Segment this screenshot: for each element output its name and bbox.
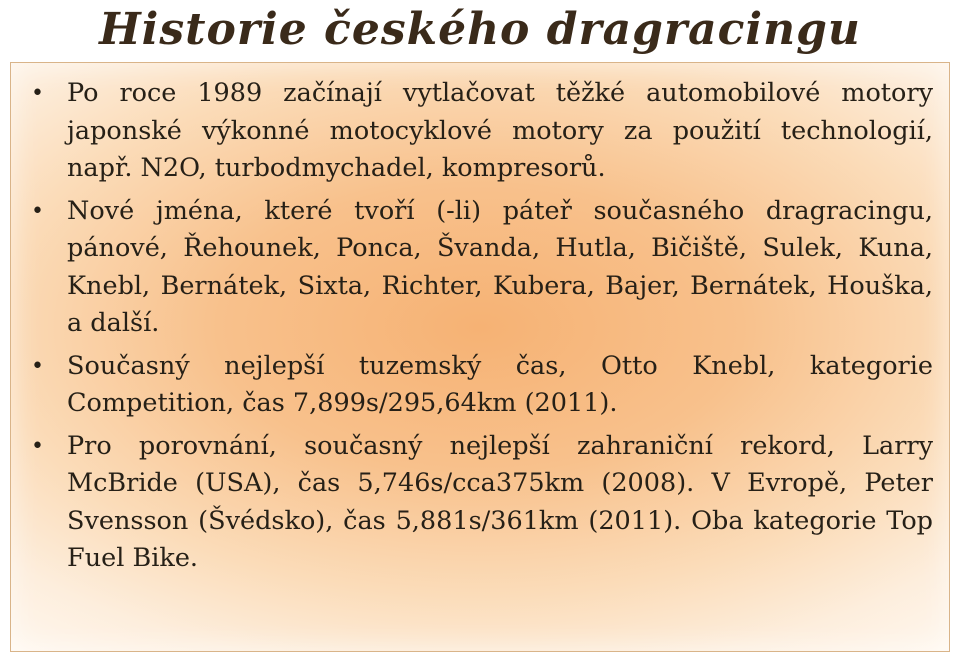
content-box: [10, 62, 950, 652]
bullet-item-3: [11, 348, 951, 423]
bullet-item-2: [11, 193, 951, 343]
bullet-text: Po roce 1989 začínají vytlačovat těžké automobilové motory japonské výkonné motocyklové motory za použití technologií, např. N2O, turbodmychadel, kompresorů.: [67, 78, 933, 183]
bullet-icon: •: [31, 353, 44, 379]
bullet-icon: •: [31, 81, 44, 106]
bullet-text: Současný nejlepší tuzemský čas, Otto Knebl, kategorie Competition, čas 7,899s/295,64km (2011).: [67, 350, 933, 418]
bullet-list: [11, 75, 951, 583]
bullet-text: Nové jména, které tvoří (-li) páteř současného dragracingu, pánové, Řehounek, Ponca, Švanda, Hutla, Bičiště, Sulek, Kuna, Knebl, Bernátek, Sixta, Richter, Kubera, Bajer, Bernátek, Houška, a další.: [67, 195, 933, 338]
bullet-text: Pro porovnání, současný nejlepší zahraniční rekord, Larry McBride (USA), čas 5,746s/cca375km (2008). V Evropě, Peter Svensson (Švédsko), čas 5,881s/361km (2011). Oba kategorie Top Fuel Bike.: [67, 430, 933, 573]
bullet-icon: •: [31, 433, 44, 459]
slide-title: Historie českého dragracingu: [99, 4, 861, 55]
bullet-item-4: [11, 428, 951, 578]
bullet-item-1: [11, 75, 951, 188]
bullet-icon: •: [31, 198, 44, 224]
